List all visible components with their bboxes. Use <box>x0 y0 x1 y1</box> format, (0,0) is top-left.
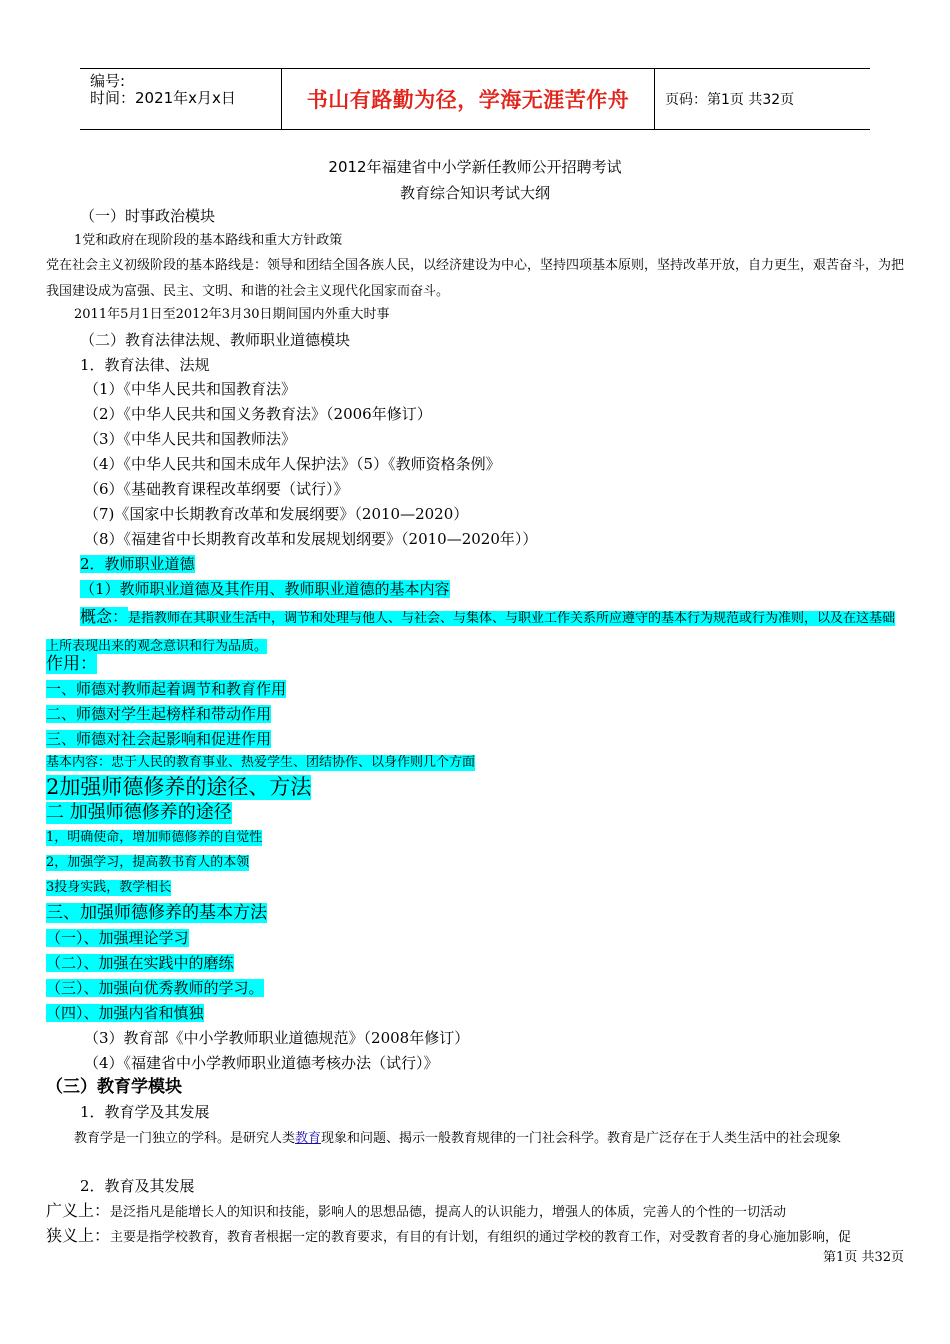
law-item-7: （7)《国家中长期教育改革和发展纲要》（2010—2020） <box>84 505 469 523</box>
narrow-definition-line <box>46 1226 851 1246</box>
ethics-item-4: （4）《福建省中小学教师职业道德考核办法（试行）》 <box>84 1054 439 1072</box>
method-item-4: （四）、加强内省和慎独 <box>46 1004 204 1022</box>
section-current-affairs: （一）时事政治模块 <box>80 207 216 225</box>
law-item-1: （1）《中华人民共和国教育法》 <box>84 380 297 398</box>
subsection-teacher-ethics: 2．教师职业道德 <box>80 555 195 573</box>
method-item-3: （三）、加强向优秀教师的学习。 <box>46 979 264 997</box>
path-item-3: 3投身实践，教学相长 <box>46 880 172 895</box>
narrow-label: 狭义上： <box>46 1226 111 1245</box>
header-page-cell <box>655 69 870 129</box>
paragraph-pedagogy <box>46 1126 908 1152</box>
page-label: 页码：第1页 共32页 <box>665 92 795 108</box>
law-item-4-5: （4）《中华人民共和国未成年人保护法》（5）《教师资格条例》 <box>84 455 501 473</box>
role-item-2: 二、师德对学生起榜样和带动作用 <box>46 705 272 723</box>
subsection-laws: 1．教育法律、法规 <box>80 356 210 374</box>
method-item-1: （一）、加强理论学习 <box>46 929 189 947</box>
heading-basic-methods: 三、加强师德修养的基本方法 <box>46 903 267 923</box>
law-item-6: （6）《基础教育课程改革纲要（试行）》 <box>84 480 349 498</box>
time-label: 时间：2021年x月x日 <box>90 89 236 107</box>
broad-definition-line <box>46 1201 786 1221</box>
heading-cultivation-paths: 二 加强师德修养的途径 <box>46 802 232 823</box>
paragraph-basic-route: 党在社会主义初级阶段的基本路线是：领导和团结全国各族人民，以经济建设为中心，坚持四项基本原则，坚持改革开放，自力更生，艰苦奋斗，为把我国建设成为富强、民主、文明、和谐的社会主义现代化国家而奋斗。 <box>46 258 905 299</box>
role-item-3: 三、师德对社会起影响和促进作用 <box>46 730 272 748</box>
basic-content-line: 基本内容：忠于人民的教育事业、热爱学生、团结协作、以身作则几个方面 <box>46 755 476 770</box>
ethics-item-1: （1）教师职业道德及其作用、教师职业道德的基本内容 <box>80 580 450 598</box>
concept-label: 概念： <box>80 607 129 626</box>
role-heading: 作用： <box>46 654 97 674</box>
method-item-2: （二）、加强在实践中的磨练 <box>46 954 234 972</box>
heading-ethics-cultivation: 2加强师德修养的途径、方法 <box>46 775 312 799</box>
doc-title-line2: 教育综合知识考试大纲 <box>399 184 550 202</box>
line-major-events: 2011年5月1日至2012年3月30日期间国内外重大时事 <box>74 307 390 322</box>
education-link[interactable]: 教育 <box>295 1131 322 1146</box>
path-item-1: 1，明确使命，增加师德修养的自觉性 <box>46 830 263 845</box>
broad-label: 广义上： <box>46 1201 111 1220</box>
ethics-item-3: （3）教育部《中小学教师职业道德规范》（2008年修订） <box>84 1029 470 1047</box>
line-basic-route-heading: 1党和政府在现阶段的基本路线和重大方针政策 <box>74 233 343 248</box>
motto-text: 书山有路勤为径，学海无涯苦作舟 <box>306 88 630 112</box>
subsection-pedagogy-development: 1．教育学及其发展 <box>80 1103 210 1121</box>
concept-text: 是指教师在其职业生活中，调节和处理与他人、与社会、与集体、与职业工作关系所应遵守的基本行为规范或行为准则，以及在这基础上所表现出来的观念意识和行为品质。 <box>46 611 896 654</box>
narrow-text: 主要是指学校教育，教育者根据一定的教育要求，有目的有计划，有组织的通过学校的教育工作，对受教育者的身心施加影响，促 <box>110 1230 852 1245</box>
pedagogy-text-b: 现象和问题、揭示一般教育规律的一门社会科学。教育是广泛存在于人类生活中的社会现象 <box>321 1131 842 1146</box>
subsection-education-development: 2．教育及其发展 <box>80 1177 195 1195</box>
law-item-2: （2）《中华人民共和国义务教育法》（2006年修订） <box>84 405 432 423</box>
header-motto-cell <box>281 69 655 129</box>
paragraph-concept <box>46 604 908 660</box>
path-item-2: 2，加强学习，提高教书育人的本领 <box>46 855 250 870</box>
law-item-3: （3）《中华人民共和国教师法》 <box>84 430 297 448</box>
number-label: 编号: <box>90 72 126 90</box>
doc-title-line1: 2012年福建省中小学新任教师公开招聘考试 <box>328 158 622 176</box>
document-header <box>80 68 870 130</box>
pedagogy-text-a: 教育学是一门独立的学科。是研究人类 <box>74 1131 296 1146</box>
law-item-8: （8）《福建省中长期教育改革和发展规划纲要》（2010—2020年）） <box>84 530 538 548</box>
section-education-law: （二）教育法律法规、教师职业道德模块 <box>80 331 351 349</box>
broad-text: 是泛指凡是能增长人的知识和技能，影响人的思想品德，提高人的认识能力，增强人的体质，完善人的个性的一切活动 <box>110 1205 787 1220</box>
section-pedagogy: （三）教育学模块 <box>46 1077 182 1097</box>
footer-page-number: 第1页 共32页 <box>823 1250 904 1265</box>
header-left-cell <box>80 69 280 129</box>
role-item-1: 一、师德对教师起着调节和教育作用 <box>46 680 287 698</box>
